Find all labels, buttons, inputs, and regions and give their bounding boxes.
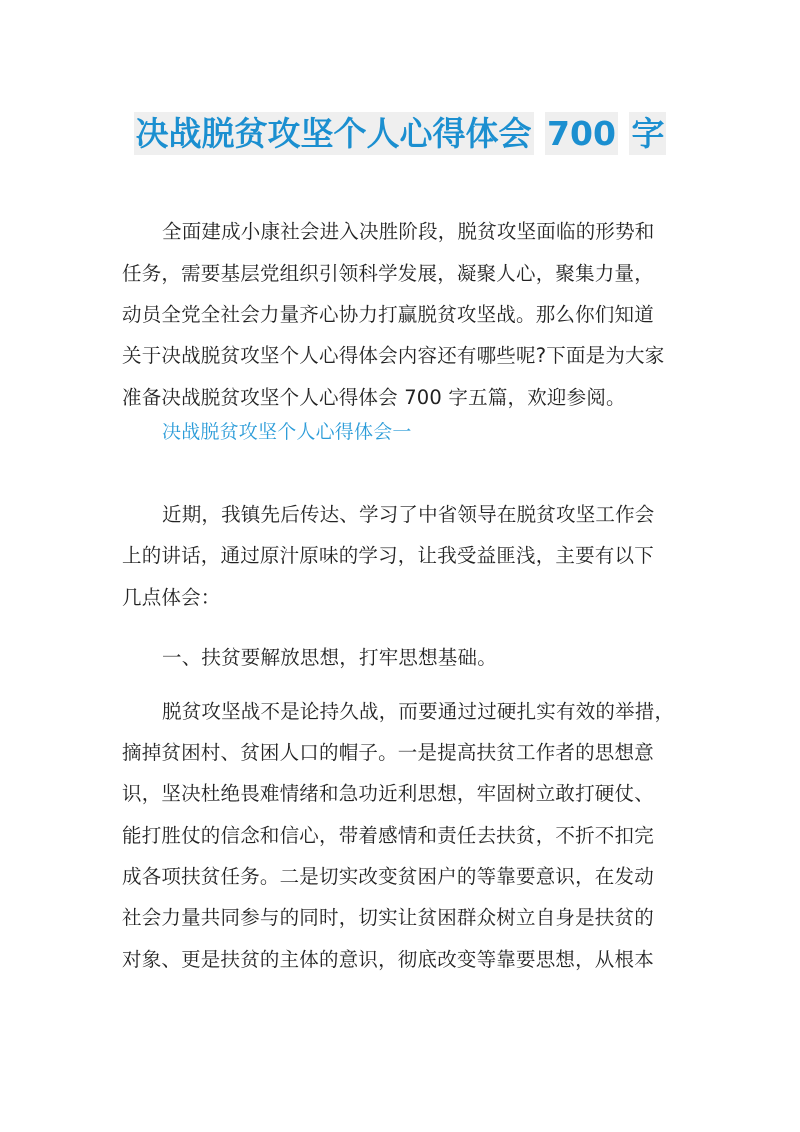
text-line: 关于决战脱贫攻坚个人心得体会内容还有哪些呢?下面是为大家 — [122, 344, 665, 367]
text-line: 成各项扶贫任务。二是切实改变贫困户的等靠要意识，在发动 — [122, 865, 654, 888]
text-line: 动员全党全社会力量齐心协力打赢脱贫攻坚战。那么你们知道 — [122, 303, 654, 326]
text-line: 近期，我镇先后传达、学习了中省领导在脱贫攻坚工作会 — [162, 503, 655, 526]
text-line: 全面建成小康社会进入决胜阶段，脱贫攻坚面临的形势和 — [162, 220, 655, 243]
text-line: 对象、更是扶贫的主体的意识，彻底改变等靠要思想，从根本 — [122, 948, 654, 971]
section-heading: 决战脱贫攻坚个人心得体会一 — [162, 421, 412, 443]
title-suffix: 字 — [631, 114, 665, 153]
title-number: 700 — [547, 114, 616, 153]
text-line: 任务，需要基层党组织引领科学发展，凝聚人心，聚集力量， — [122, 262, 654, 285]
text-line: 上的讲话，通过原汁原味的学习，让我受益匪浅，主要有以下 — [122, 544, 654, 567]
text-line: 几点体会： — [122, 586, 221, 609]
point-heading: 一、扶贫要解放思想，打牢思想基础。 — [162, 646, 497, 669]
text-line: 能打胜仗的信念和信心，带着感情和责任去扶贫，不折不扣完 — [122, 824, 654, 847]
text-line: 准备决战脱贫攻坚个人心得体会 700 字五篇，欢迎参阅。 — [122, 386, 626, 409]
text-line: 社会力量共同参与的同时，切实让贫困群众树立自身是扶贫的 — [122, 906, 654, 929]
text-line: 脱贫攻坚战不是论持久战，而要通过过硬扎实有效的举措， — [162, 700, 675, 723]
text-line: 摘掉贫困村、贫困人口的帽子。一是提高扶贫工作者的思想意 — [122, 741, 654, 764]
title-text: 决战脱贫攻坚个人心得体会 — [135, 114, 532, 153]
text-line: 识，坚决杜绝畏难情绪和急功近利思想，牢固树立敢打硬仗、 — [122, 782, 654, 805]
document-title — [0, 108, 800, 155]
